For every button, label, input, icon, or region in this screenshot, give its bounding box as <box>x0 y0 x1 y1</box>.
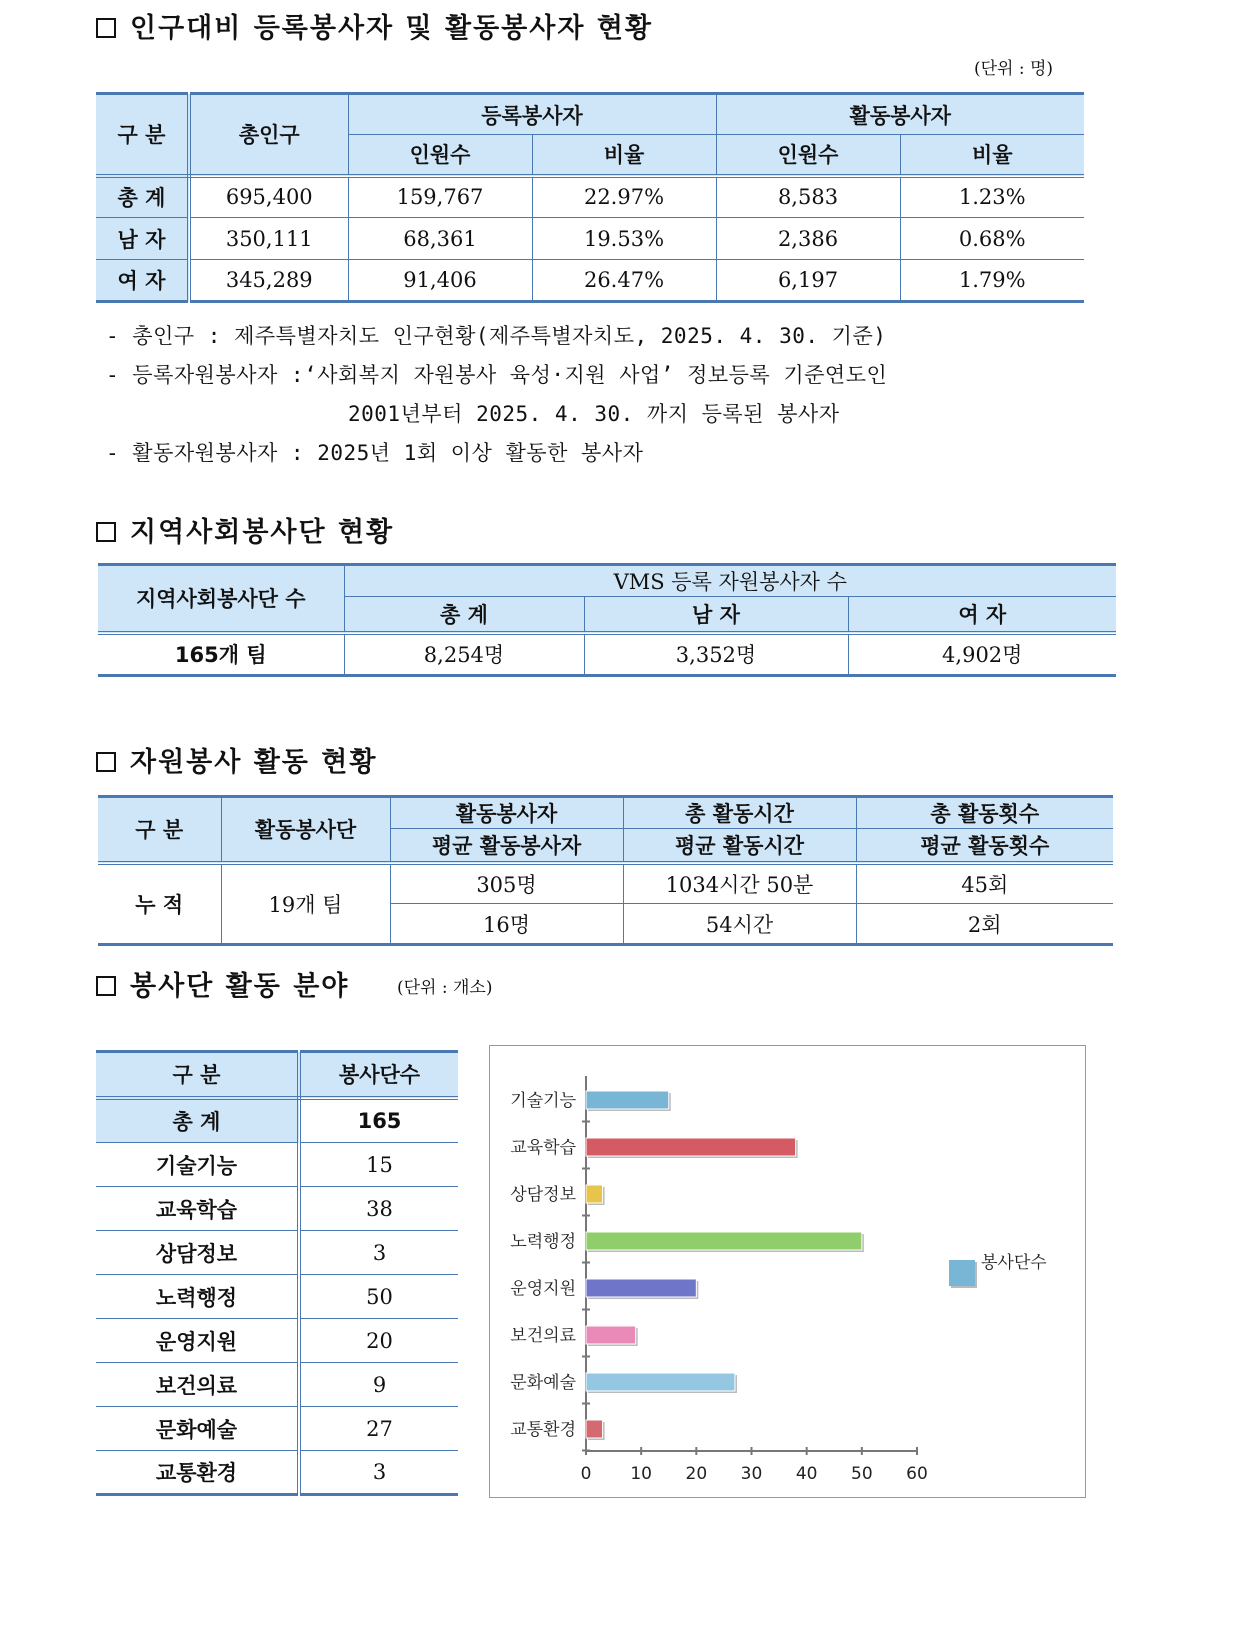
act-ratio-cell: 1.23% <box>900 176 1084 218</box>
field-value: 9 <box>299 1363 458 1407</box>
bar <box>586 1373 735 1391</box>
field-value: 3 <box>299 1231 458 1275</box>
header-category: 구 분 <box>98 797 221 863</box>
total-label: 총 계 <box>96 1098 299 1143</box>
field-value: 50 <box>299 1275 458 1319</box>
header-total: 총 계 <box>344 597 584 633</box>
header-count: 봉사단수 <box>299 1052 458 1098</box>
row-label: 여 자 <box>96 260 189 302</box>
header-registered: 등록봉사자 <box>348 94 716 135</box>
field-value: 38 <box>299 1187 458 1231</box>
reg-count-cell: 159,767 <box>348 176 532 218</box>
avg-times-cell: 2회 <box>856 904 1113 945</box>
row-label: 누 적 <box>98 863 221 945</box>
field-label: 문화예술 <box>96 1407 299 1451</box>
bar <box>586 1232 862 1250</box>
x-tick-label: 40 <box>795 1464 818 1484</box>
legend-label: 봉사단수 <box>981 1253 1047 1273</box>
note-active: - 활동자원봉사자 : 2025년 1회 이상 활동한 봉사자 <box>106 441 644 465</box>
field-value: 27 <box>299 1407 458 1451</box>
header-avg-volunteers: 평균 활동봉사자 <box>390 829 623 863</box>
table-row <box>96 1407 458 1451</box>
act-count-cell: 6,197 <box>716 260 900 302</box>
act-ratio-cell: 1.79% <box>900 260 1084 302</box>
category-label: 문화예술 <box>510 1373 576 1393</box>
reg-ratio-cell: 19.53% <box>532 218 716 260</box>
field-label: 상담정보 <box>96 1231 299 1275</box>
bar <box>586 1185 603 1203</box>
community-group-table <box>98 563 1116 677</box>
population-volunteer-table <box>96 92 1084 303</box>
header-male: 남 자 <box>584 597 848 633</box>
hours-cell: 1034시간 50분 <box>623 863 856 904</box>
section4-title: 봉사단 활동 분야 <box>96 964 349 1003</box>
table-row <box>96 1143 458 1187</box>
teams-cell: 165개 팀 <box>98 633 344 676</box>
category-label: 보건의료 <box>510 1326 576 1346</box>
avg-volunteers-cell: 16명 <box>390 904 623 945</box>
header-act-count: 인원수 <box>716 135 900 176</box>
section1-unit: (단위 : 명) <box>974 59 1054 79</box>
header-volunteers: 활동봉사자 <box>390 797 623 829</box>
act-ratio-cell: 0.68% <box>900 218 1084 260</box>
total-value: 165 <box>299 1098 458 1143</box>
field-value: 3 <box>299 1451 458 1495</box>
table-row <box>96 1187 458 1231</box>
x-tick-label: 10 <box>630 1464 652 1484</box>
category-label: 노력행정 <box>510 1232 576 1252</box>
legend-swatch <box>949 1260 975 1286</box>
reg-ratio-cell: 26.47% <box>532 260 716 302</box>
section2-title: 지역사회봉사단 현황 <box>96 510 394 549</box>
row-label: 총 계 <box>96 176 189 218</box>
table-row <box>96 260 1084 302</box>
bar <box>586 1091 669 1109</box>
female-cell: 4,902명 <box>848 633 1116 676</box>
field-value: 15 <box>299 1143 458 1187</box>
groups-cell: 19개 팀 <box>221 863 390 945</box>
population-cell: 695,400 <box>189 176 348 218</box>
section3-title: 자원봉사 활동 현황 <box>96 740 377 779</box>
reg-count-cell: 91,406 <box>348 260 532 302</box>
bar <box>586 1279 696 1297</box>
header-teams: 지역사회봉사단 수 <box>98 565 344 633</box>
note-registered-cont: 2001년부터 2025. 4. 30. 까지 등록된 봉사자 <box>348 402 840 426</box>
table-row <box>98 863 1113 904</box>
volunteers-cell: 305명 <box>390 863 623 904</box>
male-cell: 3,352명 <box>584 633 848 676</box>
row-label: 남 자 <box>96 218 189 260</box>
header-act-ratio: 비율 <box>900 135 1084 176</box>
x-tick-label: 0 <box>580 1464 592 1484</box>
checkbox-square-icon <box>96 752 116 772</box>
bar <box>586 1326 636 1344</box>
table-row <box>96 176 1084 218</box>
table-row <box>96 1319 458 1363</box>
avg-hours-cell: 54시간 <box>623 904 856 945</box>
bar <box>586 1138 796 1156</box>
field-label: 보건의료 <box>96 1363 299 1407</box>
category-label: 교통환경 <box>510 1420 576 1440</box>
reg-count-cell: 68,361 <box>348 218 532 260</box>
table-row <box>96 218 1084 260</box>
header-reg-count: 인원수 <box>348 135 532 176</box>
field-label: 교통환경 <box>96 1451 299 1495</box>
x-tick-label: 30 <box>740 1464 763 1484</box>
header-times: 총 활동횟수 <box>856 797 1113 829</box>
x-tick-label: 60 <box>906 1464 928 1484</box>
header-vms: VMS 등록 자원봉사자 수 <box>344 565 1116 597</box>
x-tick-label: 50 <box>851 1464 873 1484</box>
table-row <box>96 1231 458 1275</box>
table-row <box>96 1275 458 1319</box>
bar <box>586 1420 603 1438</box>
total-cell: 8,254명 <box>344 633 584 676</box>
table-row <box>96 1098 458 1143</box>
table-row <box>98 633 1116 676</box>
activity-table <box>98 795 1113 946</box>
field-label: 운영지원 <box>96 1319 299 1363</box>
act-count-cell: 8,583 <box>716 176 900 218</box>
population-cell: 350,111 <box>189 218 348 260</box>
header-female: 여 자 <box>848 597 1116 633</box>
header-avg-hours: 평균 활동시간 <box>623 829 856 863</box>
checkbox-square-icon <box>96 18 116 38</box>
header-active: 활동봉사자 <box>716 94 1084 135</box>
header-category: 구 분 <box>96 1052 299 1098</box>
header-population: 총인구 <box>189 94 348 176</box>
checkbox-square-icon <box>96 522 116 542</box>
header-avg-times: 평균 활동횟수 <box>856 829 1113 863</box>
field-label: 기술기능 <box>96 1143 299 1187</box>
act-count-cell: 2,386 <box>716 218 900 260</box>
x-tick-label: 20 <box>685 1464 708 1484</box>
field-value: 20 <box>299 1319 458 1363</box>
checkbox-square-icon <box>96 976 116 996</box>
table-row <box>96 1363 458 1407</box>
category-label: 운영지원 <box>510 1279 576 1299</box>
times-cell: 45회 <box>856 863 1113 904</box>
field-count-table <box>96 1050 458 1496</box>
section1-title: 인구대비 등록봉사자 및 활동봉사자 현황 <box>96 6 653 45</box>
population-cell: 345,289 <box>189 260 348 302</box>
bar-chart-svg <box>490 1046 1085 1497</box>
category-label: 교육학습 <box>510 1138 576 1158</box>
section4-unit: (단위 : 개소) <box>397 978 493 998</box>
header-category: 구 분 <box>96 94 189 176</box>
table-row <box>96 1451 458 1495</box>
note-population: - 총인구 : 제주특별자치도 인구현황(제주특별자치도, 2025. 4. 30. 기준) <box>106 324 887 348</box>
field-label: 교육학습 <box>96 1187 299 1231</box>
header-groups: 활동봉사단 <box>221 797 390 863</box>
field-bar-chart <box>489 1045 1086 1498</box>
header-reg-ratio: 비율 <box>532 135 716 176</box>
category-label: 상담정보 <box>510 1185 576 1205</box>
note-registered: - 등록자원봉사자 :‘사회복지 자원봉사 육성·지원 사업’ 정보등록 기준연도인 <box>106 363 888 387</box>
category-label: 기술기능 <box>510 1091 576 1111</box>
field-label: 노력행정 <box>96 1275 299 1319</box>
reg-ratio-cell: 22.97% <box>532 176 716 218</box>
header-hours: 총 활동시간 <box>623 797 856 829</box>
